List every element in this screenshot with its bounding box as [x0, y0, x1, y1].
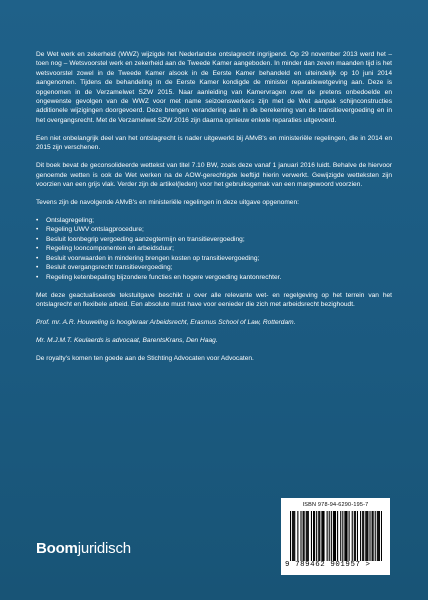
barcode-bar	[340, 511, 341, 561]
barcode-bar	[318, 511, 319, 561]
barcode-bar	[363, 511, 364, 561]
barcode-bars	[290, 511, 382, 561]
barcode-bar	[319, 511, 320, 561]
barcode-bar	[292, 511, 293, 561]
list-item: • Regeling ketenbepaling bijzondere functies en hogere vergoeding kantonrechter.	[36, 273, 392, 282]
contents-paragraph: Dit boek bevat de geconsolideerde wettekst van titel 7.10 BW, zoals deze vanaf 1 januari 2016 luidt. Behalve de hiervoor genoemde wetten is ook de Wet werken na de AOW-gerechtigde leeftijd hierin verwerkt. Gewijzigde wetteksten zijn voorzien van een grijs vlak. Verder zijn de artikel(leden) voor het gebruiksgemak van een margewoord voorzien.	[36, 162, 392, 189]
barcode-bar	[303, 511, 304, 561]
barcode-bar	[337, 511, 338, 561]
list-item: • Regeling looncomponenten en arbeidsduur;	[36, 244, 392, 253]
barcode-bar	[378, 511, 379, 561]
barcode-bar	[375, 511, 376, 561]
barcode-bar	[352, 511, 353, 561]
barcode-bar	[290, 511, 291, 561]
barcode-bar	[360, 511, 361, 561]
barcode-bar	[297, 511, 298, 561]
logo-bold: Boom	[36, 540, 78, 557]
barcode-bar	[354, 511, 355, 561]
barcode-bar	[366, 511, 367, 561]
barcode-bar	[314, 511, 315, 561]
barcode-bar	[323, 511, 324, 561]
barcode-bar	[372, 511, 373, 561]
barcode-bar	[308, 511, 309, 561]
list-item: • Besluit overgangsrecht transitievergoeding;	[36, 263, 392, 272]
barcode-bar	[321, 511, 322, 561]
back-cover-text	[36, 50, 392, 372]
amvb-paragraph: Een niet onbelangrijk deel van het ontslagrecht is nader uitgewerkt bij AMvB's en ministeriële regelingen, die in 2014 en 2015 zijn verschenen.	[36, 134, 392, 152]
barcode-bar	[333, 511, 334, 561]
closing-paragraph: Met deze geactualiseerde tekstuitgave beschikt u over alle relevante wet- en regelgeving op het terrein van het ontslagrecht en flexibele arbeid. Een absolute must have voor eenieder die zich met arbeidsrecht bezighoudt.	[36, 291, 392, 309]
list-item: • Besluit loonbegrip vergoeding aanzegtermijn en transitievergoeding;	[36, 235, 392, 244]
list-item: • Regeling UWV ontslagprocedure;	[36, 225, 392, 234]
barcode-bar	[381, 511, 382, 561]
list-item: • Besluit voorwaarden in mindering brengen kosten op transitievergoeding;	[36, 254, 392, 263]
barcode-bar	[334, 511, 335, 561]
barcode-bar	[344, 511, 345, 561]
barcode-bar	[313, 511, 314, 561]
barcode-bar	[335, 511, 336, 561]
barcode-bar	[311, 511, 312, 561]
barcode-bar	[293, 511, 294, 561]
logo-light: juridisch	[77, 540, 131, 557]
regulations-list	[36, 216, 392, 282]
barcode-box	[281, 498, 390, 575]
barcode-bar	[346, 511, 347, 561]
regulations-intro: Tevens zijn de navolgende AMvB's en ministeriële regelingen in deze uitgave opgenomen:	[36, 199, 299, 207]
barcode-bar	[369, 511, 370, 561]
barcode-bar	[331, 511, 332, 561]
barcode-bar	[355, 511, 356, 561]
barcode-bar	[342, 511, 343, 561]
barcode-bar	[322, 511, 323, 561]
barcode-bar	[349, 511, 350, 561]
barcode-bar	[367, 511, 368, 561]
barcode-bar	[294, 511, 295, 561]
barcode-bar	[379, 511, 380, 561]
barcode-bar	[300, 511, 301, 561]
barcode-bar	[306, 511, 307, 561]
intro-paragraph: De Wet werk en zekerheid (WWZ) wijzigde het Nederlandse ontslagrecht ingrijpend. Op 29 november 2013 werd het – toen nog – Wetsvoorstel werk en zekerheid aan de Tweede Kamer aangeboden. In minder dan zeven maanden tijd is het wetsvoorstel zowel in de Tweede Kamer alsook in de Eerste Kamer behandeld en uiteindelijk op 10 juni 2014 aangenomen. Tijdens de behandeling in de Eerste Kamer kondigde de minister reparatiewetgeving aan. Deze is opgenomen in de Verzamelwet SZW 2015. Naar aanleiding van Kamervragen over de pretens onbedoelde en ongewenste gevolgen van de WWZ voor met name seizoenswerkers zijn met de Wet aanpak schijnconstructies additionele wijzigingen doorgevoerd. Deze brengen verandering aan in de berekening van de transitievergoeding en in het overgangsrecht. Met de Verzamelwet SZW 2016 zijn daarna opnieuw enkele reparaties uitgevoerd.	[36, 51, 392, 124]
barcode-bar	[362, 511, 363, 561]
barcode-bar	[345, 511, 346, 561]
barcode-bar	[307, 511, 308, 561]
barcode-bar	[365, 511, 366, 561]
barcode-bar	[377, 511, 378, 561]
barcode-bar	[357, 511, 358, 561]
author-keulaerds: Mr. M.J.M.T. Keulaerds is advocaat, BarentsKrans, Den Haag.	[36, 337, 218, 345]
author-houweling: Prof. mr. A.R. Houweling is hoogleraar Arbeidsrecht, Erasmus School of Law, Rotterdam.	[36, 319, 296, 327]
royalty-note: De royalty's komen ten goede aan de Stichting Advocaten voor Advocaten.	[36, 355, 254, 363]
isbn-number: ISBN 978-94-6290-195-7	[302, 502, 369, 508]
barcode-bar	[304, 511, 305, 561]
publisher-logo	[36, 540, 131, 557]
barcode-bar	[373, 511, 374, 561]
list-item: • Ontslagregeling;	[36, 216, 392, 225]
barcode-bar	[316, 511, 317, 561]
barcode-bar	[329, 511, 330, 561]
barcode-bar	[327, 511, 328, 561]
barcode-digits: 9 789462 901957 >	[285, 561, 371, 569]
